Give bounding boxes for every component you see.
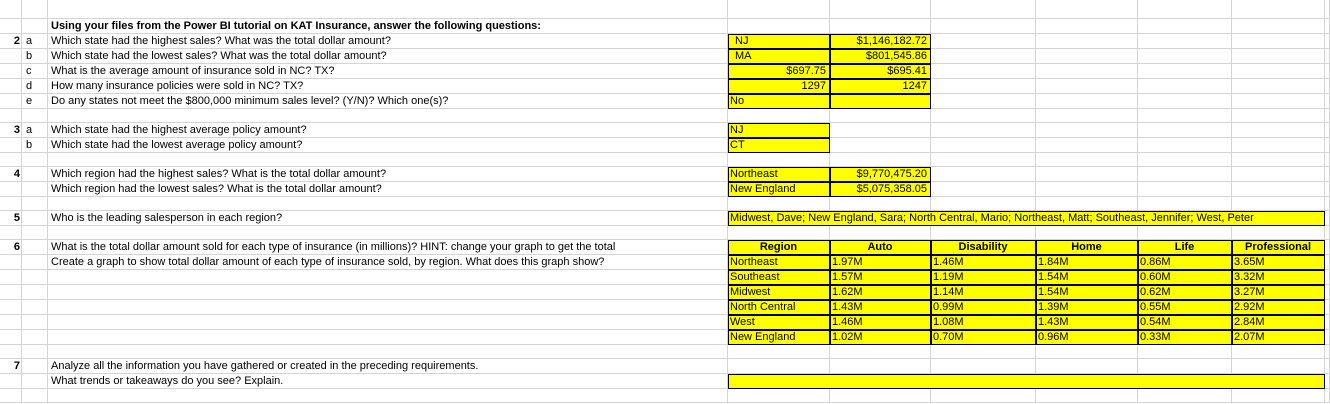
empty-cell[interactable] xyxy=(931,167,1036,182)
empty-cell[interactable] xyxy=(48,315,728,330)
empty-cell[interactable] xyxy=(1138,94,1232,109)
empty-cell[interactable] xyxy=(0,109,22,123)
answer-region[interactable]: Northeast xyxy=(728,167,830,182)
answer-amount[interactable]: $5,075,358.05 xyxy=(830,182,931,197)
empty-cell[interactable] xyxy=(1232,123,1325,138)
empty-cell[interactable] xyxy=(728,19,830,34)
empty-cell[interactable] xyxy=(1232,345,1325,359)
empty-cell[interactable] xyxy=(1325,374,1330,389)
table-header[interactable]: Disability xyxy=(931,240,1036,255)
empty-cell[interactable] xyxy=(22,270,48,285)
empty-cell[interactable] xyxy=(0,79,22,94)
table-value-cell[interactable]: 1.39M xyxy=(1036,300,1138,315)
sheet-row xyxy=(0,109,1330,123)
table-value-cell[interactable]: 2.07M xyxy=(1232,330,1325,345)
table-value-cell[interactable]: 1.54M xyxy=(1036,285,1138,300)
answer-state[interactable]: NJ xyxy=(728,123,830,138)
empty-cell[interactable] xyxy=(1325,109,1330,123)
empty-cell[interactable] xyxy=(1325,64,1330,79)
empty-cell[interactable] xyxy=(728,389,830,403)
empty-cell[interactable] xyxy=(1036,167,1138,182)
table-value-cell[interactable]: 1.19M xyxy=(931,270,1036,285)
answer-tx-average[interactable]: $695.41 xyxy=(830,64,931,79)
empty-cell[interactable] xyxy=(830,153,931,167)
empty-cell[interactable] xyxy=(22,19,48,34)
answer-state[interactable]: CT xyxy=(728,138,830,153)
empty-cell[interactable] xyxy=(830,123,931,138)
sheet-row xyxy=(0,19,1330,34)
empty-cell[interactable] xyxy=(1036,197,1138,211)
empty-cell[interactable] xyxy=(830,197,931,211)
empty-cell[interactable] xyxy=(22,240,48,255)
question-part-letter[interactable]: d xyxy=(22,79,48,94)
table-value-cell[interactable]: 1.46M xyxy=(931,255,1036,270)
empty-cell[interactable] xyxy=(1325,0,1330,19)
table-value-cell[interactable]: 0.86M xyxy=(1138,255,1232,270)
empty-cell[interactable] xyxy=(48,389,728,403)
empty-cell[interactable] xyxy=(1232,109,1325,123)
empty-cell[interactable] xyxy=(728,153,830,167)
question-number[interactable]: 3 xyxy=(0,123,22,138)
empty-cell[interactable] xyxy=(1036,94,1138,109)
question-text[interactable]: Create a graph to show total dollar amount of each type of insurance sold, by region. What does this graph show? xyxy=(48,255,728,270)
empty-cell[interactable] xyxy=(1325,153,1330,167)
question-text[interactable]: What is the total dollar amount sold for each type of insurance (in millions)? HINT: change your graph to get the total xyxy=(48,240,728,255)
empty-cell[interactable] xyxy=(0,49,22,64)
empty-cell[interactable] xyxy=(1325,211,1330,226)
empty-cell[interactable] xyxy=(728,0,830,19)
empty-cell[interactable] xyxy=(931,389,1036,403)
empty-cell[interactable] xyxy=(1036,123,1138,138)
question-number[interactable]: 2 xyxy=(0,34,22,49)
empty-cell[interactable] xyxy=(0,300,22,315)
sheet-row xyxy=(0,123,1330,138)
table-value-cell[interactable]: 3.65M xyxy=(1232,255,1325,270)
empty-cell[interactable] xyxy=(830,109,931,123)
table-header[interactable]: Region xyxy=(728,240,830,255)
empty-cell[interactable] xyxy=(48,330,728,345)
empty-cell[interactable] xyxy=(1036,64,1138,79)
empty-cell[interactable] xyxy=(931,109,1036,123)
empty-cell[interactable] xyxy=(1036,226,1138,240)
empty-cell[interactable] xyxy=(830,138,931,153)
empty-cell[interactable] xyxy=(931,49,1036,64)
empty-cell[interactable] xyxy=(0,345,22,359)
empty-cell[interactable] xyxy=(0,255,22,270)
table-value-cell[interactable]: 0.33M xyxy=(1138,330,1232,345)
empty-cell[interactable] xyxy=(1325,226,1330,240)
instructions-heading[interactable]: Using your files from the Power BI tutorial on KAT Insurance, answer the following questions: xyxy=(48,19,728,34)
table-value-cell[interactable]: 3.32M xyxy=(1232,270,1325,285)
empty-cell[interactable] xyxy=(1138,167,1232,182)
empty-cell[interactable] xyxy=(1138,138,1232,153)
sheet-row xyxy=(0,270,1330,285)
empty-cell[interactable] xyxy=(931,197,1036,211)
empty-cell[interactable] xyxy=(931,94,1036,109)
table-value-cell[interactable]: 0.96M xyxy=(1036,330,1138,345)
empty-cell[interactable] xyxy=(1232,167,1325,182)
question-text[interactable]: Who is the leading salesperson in each region? xyxy=(48,211,728,226)
empty-cell[interactable] xyxy=(0,138,22,153)
empty-cell[interactable] xyxy=(1232,226,1325,240)
empty-cell[interactable] xyxy=(1138,197,1232,211)
empty-cell[interactable] xyxy=(1325,19,1330,34)
empty-cell[interactable] xyxy=(22,285,48,300)
empty-cell[interactable] xyxy=(22,255,48,270)
table-value-cell[interactable]: 1.08M xyxy=(931,315,1036,330)
table-value-cell[interactable]: 0.62M xyxy=(1138,285,1232,300)
empty-cell[interactable] xyxy=(1036,49,1138,64)
empty-cell[interactable] xyxy=(931,153,1036,167)
empty-cell[interactable] xyxy=(1325,389,1330,403)
empty-cell[interactable] xyxy=(1232,19,1325,34)
empty-cell[interactable] xyxy=(22,211,48,226)
sheet-row xyxy=(0,374,1330,389)
empty-cell[interactable] xyxy=(22,226,48,240)
empty-cell[interactable] xyxy=(728,197,830,211)
empty-cell[interactable] xyxy=(1036,153,1138,167)
table-value-cell[interactable]: 1.57M xyxy=(830,270,931,285)
empty-cell[interactable] xyxy=(1036,359,1138,374)
question-part-letter[interactable]: e xyxy=(22,94,48,109)
empty-cell[interactable] xyxy=(1232,49,1325,64)
question-text[interactable]: Do any states not meet the $800,000 minimum sales level? (Y/N)? Which one(s)? xyxy=(48,94,728,109)
sheet-row xyxy=(0,345,1330,359)
question-text[interactable]: Which region had the lowest sales? What is the total dollar amount? xyxy=(48,182,728,197)
empty-cell[interactable] xyxy=(1232,0,1325,19)
sheet-row xyxy=(0,197,1330,211)
empty-cell[interactable] xyxy=(1138,19,1232,34)
table-value-cell[interactable]: 1.97M xyxy=(830,255,931,270)
empty-cell[interactable] xyxy=(931,34,1036,49)
empty-cell[interactable] xyxy=(0,64,22,79)
table-value-cell[interactable]: 2.84M xyxy=(1232,315,1325,330)
empty-cell[interactable] xyxy=(1232,64,1325,79)
empty-cell[interactable] xyxy=(931,138,1036,153)
sheet-row xyxy=(0,240,1330,255)
empty-cell[interactable] xyxy=(48,153,728,167)
empty-cell[interactable] xyxy=(1036,19,1138,34)
table-value-cell[interactable]: 1.84M xyxy=(1036,255,1138,270)
empty-cell[interactable] xyxy=(931,123,1036,138)
question-text[interactable]: Which state had the lowest average policy amount? xyxy=(48,138,728,153)
question-text[interactable]: What trends or takeaways do you see? Explain. xyxy=(48,374,728,389)
question-text[interactable]: Which state had the highest average policy amount? xyxy=(48,123,728,138)
empty-cell[interactable] xyxy=(0,389,22,403)
question-part-letter[interactable]: c xyxy=(22,64,48,79)
empty-cell[interactable] xyxy=(22,109,48,123)
empty-cell[interactable] xyxy=(22,330,48,345)
table-header[interactable]: Life xyxy=(1138,240,1232,255)
table-value-cell[interactable]: 0.99M xyxy=(931,300,1036,315)
table-region-cell[interactable]: Southeast xyxy=(728,270,830,285)
empty-cell[interactable] xyxy=(1036,79,1138,94)
empty-cell[interactable] xyxy=(22,0,48,19)
empty-cell[interactable] xyxy=(0,19,22,34)
empty-cell[interactable] xyxy=(22,197,48,211)
empty-cell[interactable] xyxy=(1325,285,1330,300)
question-number[interactable]: 7 xyxy=(0,359,22,374)
sheet-row xyxy=(0,138,1330,153)
empty-cell[interactable] xyxy=(1138,345,1232,359)
table-header[interactable]: Home xyxy=(1036,240,1138,255)
sheet-row xyxy=(0,211,1330,226)
empty-cell[interactable] xyxy=(22,300,48,315)
empty-cell[interactable] xyxy=(1325,270,1330,285)
answer-states-list[interactable] xyxy=(830,94,931,109)
answer-tx-policies[interactable]: 1247 xyxy=(830,79,931,94)
empty-cell[interactable] xyxy=(1232,79,1325,94)
empty-cell[interactable] xyxy=(1325,359,1330,374)
sheet-row xyxy=(0,285,1330,300)
sheet-row xyxy=(0,359,1330,374)
empty-cell[interactable] xyxy=(1138,182,1232,197)
empty-cell[interactable] xyxy=(48,197,728,211)
empty-cell[interactable] xyxy=(1138,109,1232,123)
empty-cell[interactable] xyxy=(1036,345,1138,359)
sheet-row xyxy=(0,226,1330,240)
empty-cell[interactable] xyxy=(1325,315,1330,330)
sheet-row xyxy=(0,182,1330,197)
answer-nc-policies[interactable]: 1297 xyxy=(728,79,830,94)
empty-cell[interactable] xyxy=(1138,0,1232,19)
empty-cell[interactable] xyxy=(48,285,728,300)
empty-cell[interactable] xyxy=(931,226,1036,240)
empty-cell[interactable] xyxy=(1036,109,1138,123)
empty-cell[interactable] xyxy=(1232,138,1325,153)
empty-cell[interactable] xyxy=(0,315,22,330)
question-text[interactable]: Which state had the highest sales? What was the total dollar amount? xyxy=(48,34,728,49)
empty-cell[interactable] xyxy=(830,345,931,359)
empty-cell[interactable] xyxy=(22,153,48,167)
sheet-row xyxy=(0,79,1330,94)
empty-cell[interactable] xyxy=(0,374,22,389)
empty-cell[interactable] xyxy=(830,359,931,374)
empty-cell[interactable] xyxy=(22,315,48,330)
table-value-cell[interactable]: 3.27M xyxy=(1232,285,1325,300)
empty-cell[interactable] xyxy=(1036,138,1138,153)
question-text[interactable]: How many insurance policies were sold in NC? TX? xyxy=(48,79,728,94)
empty-cell[interactable] xyxy=(1036,34,1138,49)
empty-cell[interactable] xyxy=(931,345,1036,359)
table-value-cell[interactable]: 1.54M xyxy=(1036,270,1138,285)
empty-cell[interactable] xyxy=(1036,0,1138,19)
empty-cell[interactable] xyxy=(1232,389,1325,403)
question-part-letter[interactable]: b xyxy=(22,138,48,153)
empty-cell[interactable] xyxy=(1138,64,1232,79)
empty-cell[interactable] xyxy=(22,374,48,389)
question-text[interactable]: What is the average amount of insurance sold in NC? TX? xyxy=(48,64,728,79)
empty-cell[interactable] xyxy=(1138,79,1232,94)
empty-cell[interactable] xyxy=(1138,226,1232,240)
empty-cell[interactable] xyxy=(0,182,22,197)
empty-cell[interactable] xyxy=(1232,359,1325,374)
empty-cell[interactable] xyxy=(48,109,728,123)
empty-cell[interactable] xyxy=(1036,389,1138,403)
empty-cell[interactable] xyxy=(1138,34,1232,49)
empty-cell[interactable] xyxy=(1325,330,1330,345)
sheet-row xyxy=(0,300,1330,315)
empty-cell[interactable] xyxy=(1232,197,1325,211)
empty-cell[interactable] xyxy=(1138,123,1232,138)
question-text[interactable]: Analyze all the information you have gathered or created in the preceding requirements. xyxy=(48,359,728,374)
empty-cell[interactable] xyxy=(1325,240,1330,255)
sheet-row xyxy=(0,49,1330,64)
empty-cell[interactable] xyxy=(728,109,830,123)
empty-cell[interactable] xyxy=(22,167,48,182)
question-number[interactable]: 4 xyxy=(0,167,22,182)
table-value-cell[interactable]: 1.46M xyxy=(830,315,931,330)
empty-cell[interactable] xyxy=(1325,197,1330,211)
empty-cell[interactable] xyxy=(1138,389,1232,403)
empty-cell[interactable] xyxy=(1232,182,1325,197)
answer-amount[interactable]: $801,545.86 xyxy=(830,49,931,64)
table-region-cell[interactable]: North Central xyxy=(728,300,830,315)
empty-cell[interactable] xyxy=(1325,79,1330,94)
empty-cell[interactable] xyxy=(931,79,1036,94)
empty-cell[interactable] xyxy=(931,0,1036,19)
answer-region[interactable]: New England xyxy=(728,182,830,197)
answer-takeaways[interactable] xyxy=(728,374,1325,389)
empty-cell[interactable] xyxy=(0,153,22,167)
sheet-row xyxy=(0,34,1330,49)
empty-cell[interactable] xyxy=(48,345,728,359)
empty-cell[interactable] xyxy=(1325,49,1330,64)
answer-salespeople[interactable]: Midwest, Dave; New England, Sara; North Central, Mario; Northeast, Matt; Southeast, Jennifer; West, Peter xyxy=(728,211,1325,226)
sheet-row xyxy=(0,389,1330,403)
question-part-letter[interactable]: a xyxy=(22,34,48,49)
sheet-row xyxy=(0,255,1330,270)
table-value-cell[interactable]: 2.92M xyxy=(1232,300,1325,315)
empty-cell[interactable] xyxy=(728,359,830,374)
table-value-cell[interactable]: 0.60M xyxy=(1138,270,1232,285)
answer-amount[interactable]: $1,146,182.72 xyxy=(830,34,931,49)
empty-cell[interactable] xyxy=(1138,153,1232,167)
answer-nc-average[interactable]: $697.75 xyxy=(728,64,830,79)
empty-cell[interactable] xyxy=(931,359,1036,374)
empty-cell[interactable] xyxy=(0,226,22,240)
sheet-row xyxy=(0,0,1330,19)
question-number[interactable]: 6 xyxy=(0,240,22,255)
empty-cell[interactable] xyxy=(830,19,931,34)
empty-cell[interactable] xyxy=(22,389,48,403)
empty-cell[interactable] xyxy=(931,182,1036,197)
table-value-cell[interactable]: 1.43M xyxy=(830,300,931,315)
question-part-letter[interactable]: b xyxy=(22,49,48,64)
sheet-row xyxy=(0,153,1330,167)
question-text[interactable]: Which state had the lowest sales? What was the total dollar amount? xyxy=(48,49,728,64)
question-number[interactable]: 5 xyxy=(0,211,22,226)
table-region-cell[interactable]: Northeast xyxy=(728,255,830,270)
empty-cell[interactable] xyxy=(22,182,48,197)
empty-cell[interactable] xyxy=(0,197,22,211)
table-header[interactable]: Auto xyxy=(830,240,931,255)
empty-cell[interactable] xyxy=(0,285,22,300)
empty-cell[interactable] xyxy=(48,0,728,19)
table-header[interactable]: Professional xyxy=(1232,240,1325,255)
empty-cell[interactable] xyxy=(1325,345,1330,359)
table-region-cell[interactable]: West xyxy=(728,315,830,330)
sheet-row xyxy=(0,167,1330,182)
table-value-cell[interactable]: 1.02M xyxy=(830,330,931,345)
empty-cell[interactable] xyxy=(1325,300,1330,315)
table-value-cell[interactable]: 0.70M xyxy=(931,330,1036,345)
empty-cell[interactable] xyxy=(1325,94,1330,109)
empty-cell[interactable] xyxy=(728,226,830,240)
question-part-letter[interactable]: a xyxy=(22,123,48,138)
empty-cell[interactable] xyxy=(1325,34,1330,49)
empty-cell[interactable] xyxy=(1138,49,1232,64)
empty-cell[interactable] xyxy=(1325,255,1330,270)
empty-cell[interactable] xyxy=(0,0,22,19)
empty-cell[interactable] xyxy=(48,300,728,315)
empty-cell[interactable] xyxy=(22,345,48,359)
table-value-cell[interactable]: 1.43M xyxy=(1036,315,1138,330)
empty-cell[interactable] xyxy=(1138,359,1232,374)
empty-cell[interactable] xyxy=(1325,123,1330,138)
question-text[interactable]: Which region had the highest sales? What is the total dollar amount? xyxy=(48,167,728,182)
answer-state[interactable]: MA xyxy=(728,49,830,64)
answer-yes-no[interactable]: No xyxy=(728,94,830,109)
empty-cell[interactable] xyxy=(830,226,931,240)
table-region-cell[interactable]: New England xyxy=(728,330,830,345)
empty-cell[interactable] xyxy=(0,330,22,345)
empty-cell[interactable] xyxy=(1036,182,1138,197)
table-value-cell[interactable]: 1.14M xyxy=(931,285,1036,300)
empty-cell[interactable] xyxy=(1232,94,1325,109)
empty-cell[interactable] xyxy=(1232,153,1325,167)
empty-cell[interactable] xyxy=(0,94,22,109)
table-value-cell[interactable]: 1.62M xyxy=(830,285,931,300)
sheet-row xyxy=(0,94,1330,109)
empty-cell[interactable] xyxy=(931,19,1036,34)
sheet-row xyxy=(0,315,1330,330)
empty-cell[interactable] xyxy=(1325,138,1330,153)
empty-cell[interactable] xyxy=(48,226,728,240)
empty-cell[interactable] xyxy=(931,64,1036,79)
sheet-row xyxy=(0,64,1330,79)
empty-cell[interactable] xyxy=(48,270,728,285)
answer-amount[interactable]: $9,770,475.20 xyxy=(830,167,931,182)
empty-cell[interactable] xyxy=(830,389,931,403)
table-value-cell[interactable]: 0.54M xyxy=(1138,315,1232,330)
empty-cell[interactable] xyxy=(1325,182,1330,197)
answer-state[interactable]: NJ xyxy=(728,34,830,49)
table-region-cell[interactable]: Midwest xyxy=(728,285,830,300)
empty-cell[interactable] xyxy=(22,359,48,374)
empty-cell[interactable] xyxy=(1325,167,1330,182)
empty-cell[interactable] xyxy=(830,0,931,19)
empty-cell[interactable] xyxy=(728,345,830,359)
table-value-cell[interactable]: 0.55M xyxy=(1138,300,1232,315)
sheet-row xyxy=(0,330,1330,345)
empty-cell[interactable] xyxy=(1232,34,1325,49)
empty-cell[interactable] xyxy=(0,270,22,285)
